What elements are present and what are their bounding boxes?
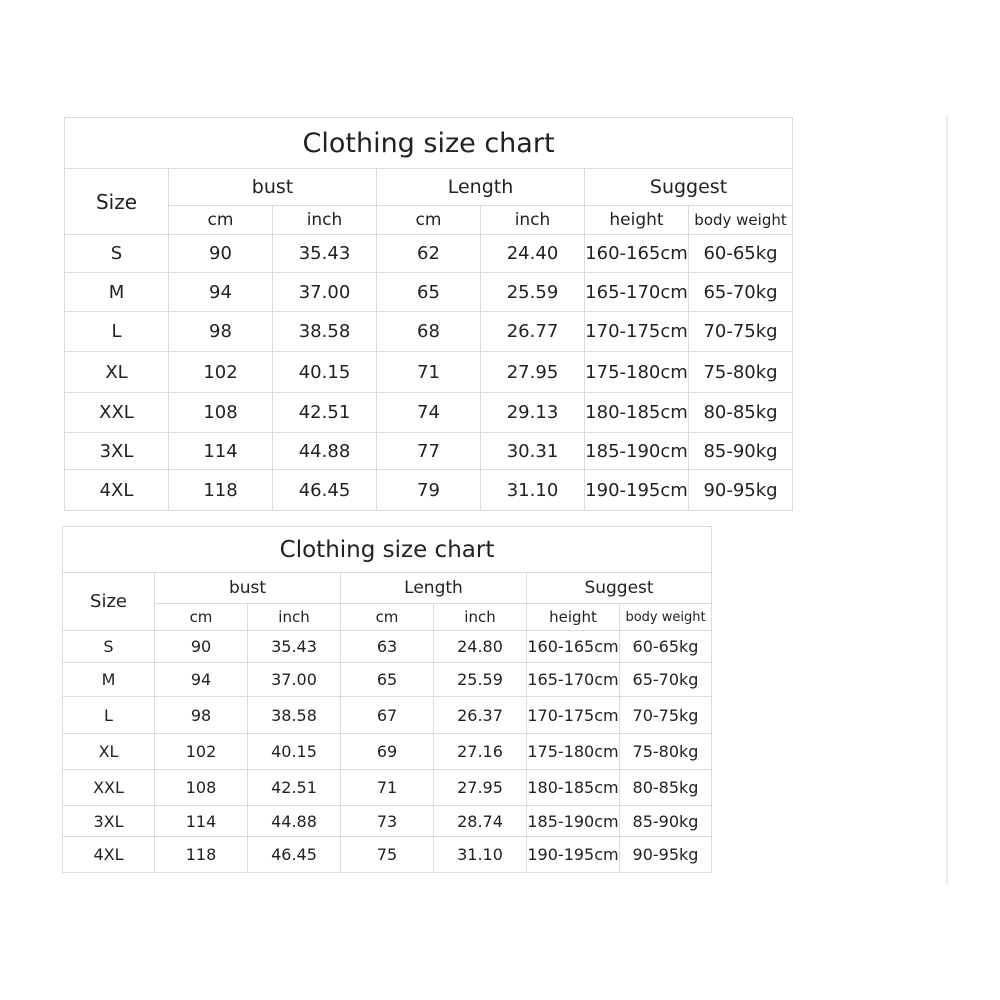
length-cm-cell: 65: [341, 663, 434, 697]
bust-inch-cell: 40.15: [248, 734, 341, 770]
bust-inch-cell: 46.45: [273, 470, 377, 511]
height-cell: 170-175cm: [585, 312, 689, 352]
body-weight-cell: 60-65kg: [689, 235, 793, 273]
bust-cm-cell: 118: [155, 837, 248, 873]
body-weight-cell: 65-70kg: [620, 663, 712, 697]
length-inch-cell: 30.31: [481, 433, 585, 470]
size-cell: S: [65, 235, 169, 273]
length-inch-cell: 31.10: [434, 837, 527, 873]
bust-cm-cell: 98: [169, 312, 273, 352]
table-row: [63, 734, 712, 770]
length-cm-cell: 67: [341, 697, 434, 734]
bust-cm-cell: 90: [169, 235, 273, 273]
length-inch-cell: 29.13: [481, 393, 585, 433]
bust-inch-header: inch: [248, 604, 341, 631]
body-weight-cell: 70-75kg: [689, 312, 793, 352]
size-cell: XL: [65, 352, 169, 393]
table-row: [63, 697, 712, 734]
height-cell: 185-190cm: [585, 433, 689, 470]
height-cell: 180-185cm: [585, 393, 689, 433]
table-row: [63, 806, 712, 837]
body-weight-cell: 90-95kg: [620, 837, 712, 873]
height-cell: 165-170cm: [527, 663, 620, 697]
length-cm-cell: 62: [377, 235, 481, 273]
divider: [946, 115, 948, 885]
length-cm-header: cm: [377, 206, 481, 235]
size-cell: S: [63, 631, 155, 663]
bust-cm-cell: 94: [169, 273, 273, 312]
bust-cm-cell: 102: [169, 352, 273, 393]
length-cm-cell: 69: [341, 734, 434, 770]
body-weight-cell: 75-80kg: [620, 734, 712, 770]
size-header: Size: [63, 573, 155, 631]
length-cm-cell: 68: [377, 312, 481, 352]
size-cell: XXL: [65, 393, 169, 433]
size-cell: L: [65, 312, 169, 352]
length-cm-cell: 75: [341, 837, 434, 873]
height-cell: 180-185cm: [527, 770, 620, 806]
suggest-header: Suggest: [585, 169, 793, 206]
length-inch-cell: 26.77: [481, 312, 585, 352]
body-weight-cell: 80-85kg: [620, 770, 712, 806]
bust-inch-cell: 44.88: [273, 433, 377, 470]
body-weight-cell: 65-70kg: [689, 273, 793, 312]
length-inch-header: inch: [434, 604, 527, 631]
height-cell: 185-190cm: [527, 806, 620, 837]
table-row: [65, 352, 793, 393]
table-row: [63, 770, 712, 806]
size-header: Size: [65, 169, 169, 235]
bust-inch-cell: 44.88: [248, 806, 341, 837]
table-row: [65, 312, 793, 352]
bust-cm-cell: 94: [155, 663, 248, 697]
length-inch-cell: 25.59: [481, 273, 585, 312]
body-weight-cell: 85-90kg: [689, 433, 793, 470]
size-cell: M: [65, 273, 169, 312]
table-row: [63, 631, 712, 663]
bust-header: bust: [169, 169, 377, 206]
bust-inch-cell: 38.58: [273, 312, 377, 352]
body-weight-cell: 75-80kg: [689, 352, 793, 393]
length-header: Length: [377, 169, 585, 206]
size-cell: 4XL: [65, 470, 169, 511]
length-inch-cell: 24.40: [481, 235, 585, 273]
body-weight-cell: 90-95kg: [689, 470, 793, 511]
length-inch-cell: 26.37: [434, 697, 527, 734]
size-cell: XL: [63, 734, 155, 770]
chart-title: Clothing size chart: [63, 527, 712, 573]
size-chart-2: [62, 526, 712, 873]
bust-inch-cell: 35.43: [248, 631, 341, 663]
bust-cm-cell: 102: [155, 734, 248, 770]
size-cell: 3XL: [63, 806, 155, 837]
table-row: [65, 273, 793, 312]
size-cell: M: [63, 663, 155, 697]
length-header: Length: [341, 573, 527, 604]
length-cm-cell: 79: [377, 470, 481, 511]
bust-cm-cell: 114: [169, 433, 273, 470]
body-weight-cell: 85-90kg: [620, 806, 712, 837]
bust-inch-cell: 46.45: [248, 837, 341, 873]
body-weight-cell: 80-85kg: [689, 393, 793, 433]
height-cell: 190-195cm: [527, 837, 620, 873]
bust-cm-header: cm: [169, 206, 273, 235]
size-cell: L: [63, 697, 155, 734]
body-weight-cell: 60-65kg: [620, 631, 712, 663]
height-cell: 165-170cm: [585, 273, 689, 312]
bust-inch-cell: 35.43: [273, 235, 377, 273]
bust-cm-header: cm: [155, 604, 248, 631]
length-inch-cell: 25.59: [434, 663, 527, 697]
bust-inch-cell: 42.51: [273, 393, 377, 433]
bust-inch-cell: 40.15: [273, 352, 377, 393]
length-cm-cell: 73: [341, 806, 434, 837]
bust-cm-cell: 108: [155, 770, 248, 806]
size-cell: 4XL: [63, 837, 155, 873]
bust-cm-cell: 114: [155, 806, 248, 837]
height-cell: 190-195cm: [585, 470, 689, 511]
chart-title: Clothing size chart: [65, 118, 793, 169]
body-weight-header: body weight: [620, 604, 712, 631]
height-header: height: [585, 206, 689, 235]
length-cm-header: cm: [341, 604, 434, 631]
table-row: [65, 393, 793, 433]
length-cm-cell: 71: [341, 770, 434, 806]
bust-inch-header: inch: [273, 206, 377, 235]
height-header: height: [527, 604, 620, 631]
bust-cm-cell: 98: [155, 697, 248, 734]
bust-inch-cell: 42.51: [248, 770, 341, 806]
height-cell: 175-180cm: [585, 352, 689, 393]
table-row: [63, 837, 712, 873]
table-row: [65, 433, 793, 470]
bust-inch-cell: 38.58: [248, 697, 341, 734]
length-cm-cell: 63: [341, 631, 434, 663]
table-row: [63, 663, 712, 697]
size-cell: XXL: [63, 770, 155, 806]
bust-cm-cell: 108: [169, 393, 273, 433]
length-cm-cell: 74: [377, 393, 481, 433]
height-cell: 175-180cm: [527, 734, 620, 770]
length-inch-cell: 27.95: [481, 352, 585, 393]
height-cell: 160-165cm: [585, 235, 689, 273]
table-row: [65, 235, 793, 273]
size-chart-1: [64, 117, 793, 511]
height-cell: 170-175cm: [527, 697, 620, 734]
length-inch-cell: 31.10: [481, 470, 585, 511]
bust-cm-cell: 90: [155, 631, 248, 663]
body-weight-header: body weight: [689, 206, 793, 235]
bust-header: bust: [155, 573, 341, 604]
length-cm-cell: 71: [377, 352, 481, 393]
length-inch-header: inch: [481, 206, 585, 235]
size-cell: 3XL: [65, 433, 169, 470]
bust-inch-cell: 37.00: [248, 663, 341, 697]
length-inch-cell: 27.95: [434, 770, 527, 806]
bust-inch-cell: 37.00: [273, 273, 377, 312]
length-inch-cell: 24.80: [434, 631, 527, 663]
body-weight-cell: 70-75kg: [620, 697, 712, 734]
length-cm-cell: 65: [377, 273, 481, 312]
length-inch-cell: 28.74: [434, 806, 527, 837]
table-row: [65, 470, 793, 511]
bust-cm-cell: 118: [169, 470, 273, 511]
length-inch-cell: 27.16: [434, 734, 527, 770]
length-cm-cell: 77: [377, 433, 481, 470]
height-cell: 160-165cm: [527, 631, 620, 663]
suggest-header: Suggest: [527, 573, 712, 604]
